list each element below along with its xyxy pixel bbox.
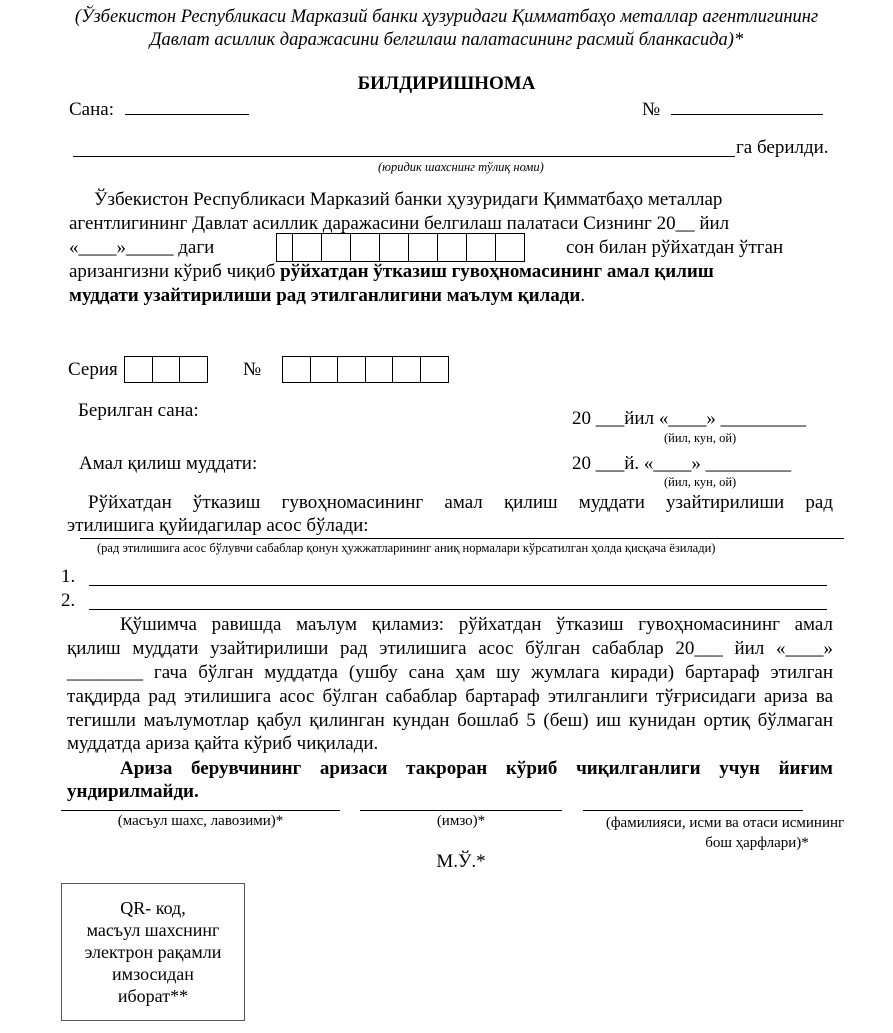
letterhead-line-2: Давлат асиллик даражасини белгилаш палатасининг расмий бланкасида)* (149, 30, 744, 50)
series-box[interactable] (153, 357, 180, 382)
signature-caption: (имзо)* (436, 813, 486, 829)
additional-line-3: ________ гача бўлган муддатда (ушбу сана ҳам шу жумлага киради) бартараф этилган (67, 662, 833, 683)
legal-entity-caption: (юридик шахснинг тўлиқ номи) (378, 160, 544, 174)
additional-line-1: Қўшимча равишда маълум қиламиз: рўйхатдан ўтказиш гувоҳномасининг амал (120, 614, 833, 635)
qr-line-2: масъул шахснинг (86, 920, 220, 940)
registration-number-boxes[interactable] (276, 233, 525, 262)
intro-line-3-end: сон билан рўйхатдан ўтган (566, 237, 784, 258)
signature-line[interactable] (360, 810, 562, 811)
fee-notice-line-1: Ариза берувчининг аризаси такроран кўриб чиқилганлиги учун йиғим (120, 758, 833, 779)
issued-date-label: Берилган сана: (78, 400, 199, 421)
additional-line-6: муддатда ариза қайта кўриб чиқилади. (67, 733, 379, 754)
number-box[interactable] (351, 234, 380, 261)
validity-caption: (йил, кун, ой) (664, 475, 737, 489)
cert-number-box[interactable] (338, 357, 366, 382)
reason-item-2-number: 2. (61, 590, 76, 611)
issued-to-suffix: га берилди. (736, 137, 829, 158)
number-field (642, 98, 823, 121)
cert-number-box[interactable] (311, 357, 338, 382)
series-box[interactable] (180, 357, 208, 382)
series-boxes[interactable] (124, 356, 208, 383)
qr-code-placeholder (61, 883, 245, 1021)
official-letterhead-note (0, 6, 893, 52)
name-caption-line-1: (фамилияси, исми ва отаси исмининг (605, 815, 845, 831)
number-blank[interactable] (671, 98, 823, 115)
cert-number-box[interactable] (366, 357, 393, 382)
additional-line-5: тегишли маълумотлар қабул қилинган кундан бошлаб 5 (беш) иш кунидан ортиқ бўлмаган (67, 710, 833, 731)
position-signature-line[interactable] (61, 810, 340, 811)
document-title: БИЛДИРИШНОМА (357, 73, 536, 94)
reason-item-1-number: 1. (61, 566, 76, 587)
name-signature-line[interactable] (583, 810, 803, 811)
reasons-intro-line-2: этилишига қуйидагилар асос бўлади: (67, 515, 369, 536)
reasons-underline[interactable] (80, 538, 844, 539)
cert-number-box[interactable] (421, 357, 449, 382)
intro-line-4-bold: рўйхатдан ўтказиш гувоҳномасининг амал қилиш (280, 261, 714, 282)
certificate-number-label: № (243, 359, 262, 380)
intro-line-5-bold: муддати узайтирилиши рад этилганлигини маълум қилади (69, 285, 581, 306)
legal-entity-name-blank[interactable] (73, 156, 735, 157)
fee-notice-line-2: ундирилмайди. (67, 781, 199, 802)
reason-item-1-blank[interactable] (89, 585, 827, 586)
reasons-caption: (рад этилишига асос бўлувчи сабаблар қонун ҳужжатларининг аниқ нормалари кўрсатилган ҳолда қисқача ёзилади) (97, 541, 716, 555)
qr-line-4: имзосидан (112, 964, 194, 984)
additional-line-4: тақдирда рад этилишига асос бўлган сабаблар бартараф этилганлиги тўғрисидаги ариза ва (67, 686, 833, 707)
letterhead-line-1: (Ўзбекистон Республикаси Марказий банки ҳузуридаги Қимматбаҳо металлар агентлигининг (74, 7, 819, 27)
cert-number-box[interactable] (393, 357, 421, 382)
additional-line-2: қилиш муддати узайтирилиши рад этилишига асос бўлган сабаблар 20___ йил «____» (67, 638, 833, 659)
validity-label: Амал қилиш муддати: (79, 453, 258, 474)
reasons-intro-line-1: Рўйхатдан ўтказиш гувоҳномасининг амал қилиш муддати узайтирилиши рад (88, 492, 833, 513)
qr-code-text (85, 897, 222, 1007)
intro-line-3-start: «____»_____ даги (69, 237, 215, 258)
cert-number-box[interactable] (283, 357, 311, 382)
reason-item-2-blank[interactable] (89, 609, 827, 610)
intro-line-5 (69, 285, 585, 307)
date-label: Сана: (69, 99, 114, 120)
number-box[interactable] (496, 234, 525, 261)
number-box[interactable] (277, 234, 293, 261)
date-blank[interactable] (125, 98, 249, 115)
issued-date-value[interactable]: 20 ___йил «____» _________ (572, 408, 807, 429)
name-caption-line-2: бош ҳарфлари)* (705, 835, 809, 851)
intro-line-4 (69, 261, 714, 283)
number-box[interactable] (409, 234, 438, 261)
intro-line-1: Ўзбекистон Республикаси Марказий банки ҳузуридаги Қимматбаҳо металлар (94, 189, 723, 210)
series-label: Серия (68, 359, 118, 380)
stamp-place: М.Ў.* (436, 851, 486, 872)
number-box[interactable] (438, 234, 467, 261)
intro-line-2: агентлигининг Давлат асиллик даражасини белгилаш палатаси Сизнинг 20__ йил (69, 213, 730, 234)
certificate-number-boxes[interactable] (282, 356, 449, 383)
number-box[interactable] (380, 234, 409, 261)
validity-value[interactable]: 20 ___й. «____» _________ (572, 453, 792, 474)
series-box[interactable] (125, 357, 153, 382)
number-box[interactable] (322, 234, 351, 261)
issued-date-caption: (йил, кун, ой) (664, 431, 737, 445)
position-caption: (масъул шахс, лавозими)* (117, 813, 284, 829)
date-field (69, 98, 249, 121)
qr-line-5: иборат** (117, 986, 189, 1006)
intro-line-4-text: аризангизни кўриб чиқиб (69, 261, 281, 282)
number-box[interactable] (293, 234, 322, 261)
number-label: № (642, 99, 661, 120)
name-caption (583, 813, 867, 853)
qr-line-3: электрон рақамли (84, 942, 222, 962)
qr-line-1: QR- код, (120, 898, 186, 918)
intro-line-5-end: . (580, 285, 586, 306)
number-box[interactable] (467, 234, 496, 261)
